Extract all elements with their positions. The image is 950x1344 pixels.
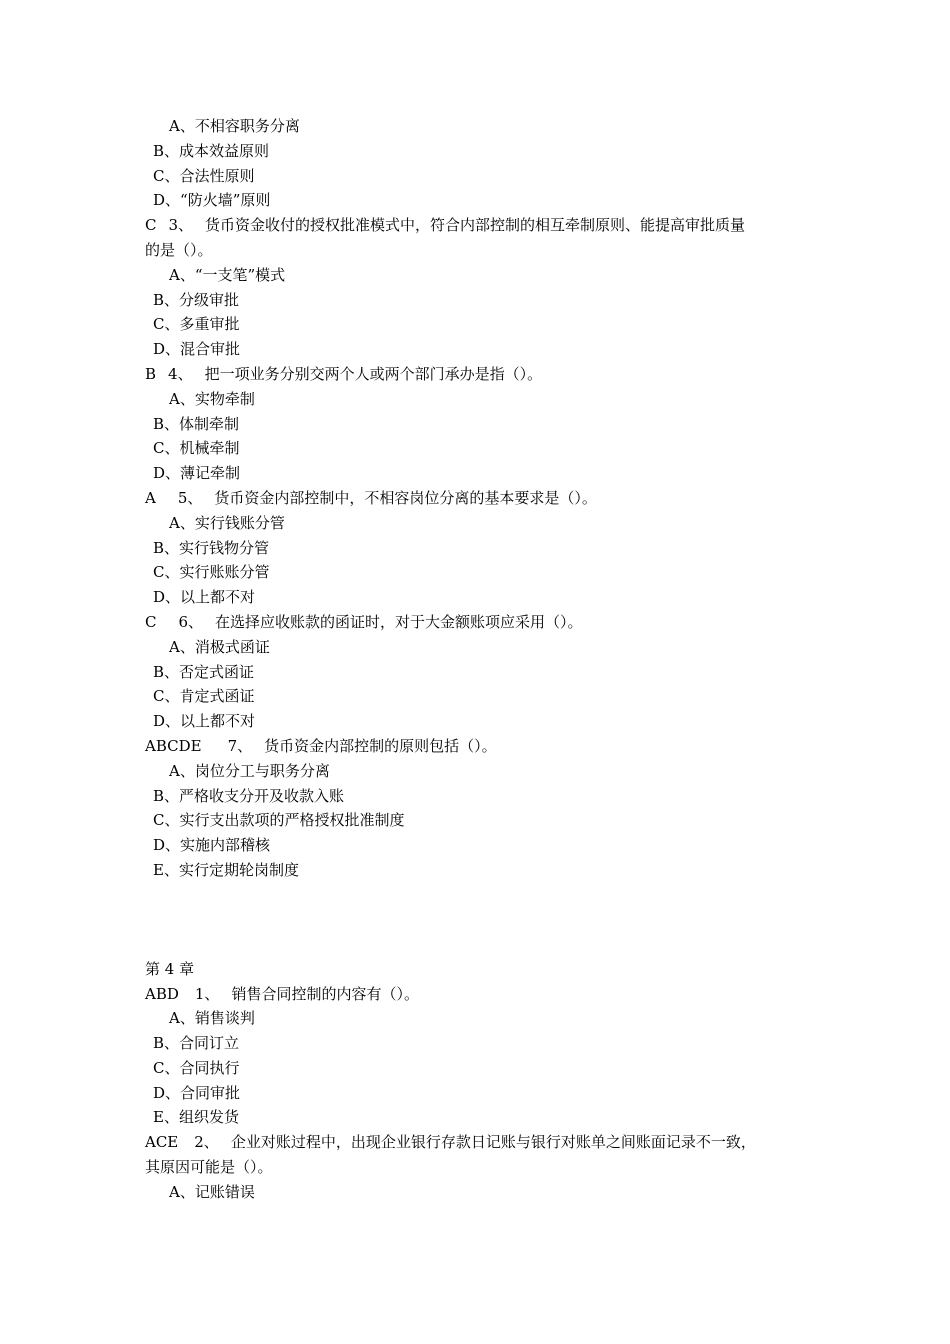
ch4-question-2: [145, 1130, 825, 1155]
question-5-number: 5、: [177, 488, 203, 507]
question-7-number: 7、: [227, 736, 253, 755]
question-4-answer: B: [145, 364, 157, 383]
ch4-question-1-number: 1、: [194, 984, 220, 1003]
q4-option-c: C、机械牵制: [153, 439, 240, 458]
q7-option-a: A、岗位分工与职务分离: [169, 761, 330, 780]
q7-option-d: D、实施内部稽核: [153, 836, 271, 855]
question-6-answer: C: [145, 612, 157, 631]
q7-option-e: E、实行定期轮岗制度: [153, 860, 299, 879]
q6-option-c: C、肯定式函证: [153, 687, 255, 706]
question-7-answer: ABCDE: [145, 736, 202, 755]
ch4-question-1: [145, 982, 825, 1007]
ch4-q1-option-a: A、销售谈判: [169, 1009, 255, 1028]
chapter-4-heading: 第 4 章: [145, 959, 195, 978]
q7-option-c: C、实行支出款项的严格授权批准制度: [153, 811, 405, 830]
question-3: [145, 213, 825, 238]
section-spacer: [145, 883, 825, 957]
question-6: [145, 610, 825, 635]
ch4-q1-option-e: E、组织发货: [153, 1108, 239, 1127]
q3-option-c: C、多重审批: [153, 315, 240, 334]
q3-option-b: B、分级审批: [153, 290, 240, 309]
ch4-question-1-text: 销售合同控制的内容有（）。: [231, 984, 419, 1003]
question-4-number: 4、: [168, 364, 193, 383]
q3-option-d: D、混合审批: [153, 340, 241, 359]
q5-option-d: D、以上都不对: [153, 588, 256, 607]
ch4-question-1-answer: ABD: [145, 984, 179, 1003]
q5-option-a: A、实行钱账分管: [169, 513, 285, 532]
q4-option-d: D、薄记牵制: [153, 464, 241, 483]
question-4: [145, 362, 825, 387]
question-5-text: 货币资金内部控制中，不相容岗位分离的基本要求是（）。: [214, 488, 597, 507]
q2-option-d: D、“防火墙”原则: [153, 191, 271, 210]
ch4-q1-option-b: B、合同订立: [153, 1034, 240, 1053]
q6-option-d: D、以上都不对: [153, 712, 256, 731]
question-3-text: 货币资金收付的授权批准模式中，符合内部控制的相互牵制原则、能提高审批质量: [205, 216, 746, 235]
question-7: [145, 734, 825, 759]
question-5-answer: A: [145, 488, 156, 507]
q5-option-b: B、实行钱物分管: [153, 538, 270, 557]
ch4-q1-option-c: C、合同执行: [153, 1058, 240, 1077]
ch4-question-2-text: 企业对账过程中，出现企业银行存款日记账与银行对账单之间账面记录不一致，: [230, 1133, 756, 1152]
q6-option-a: A、消极式函证: [169, 637, 270, 656]
q6-option-b: B、否定式函证: [153, 662, 255, 681]
question-3-answer: C: [145, 216, 157, 235]
ch4-question-2-number: 2、: [194, 1133, 219, 1152]
ch4-q2-option-a: A、记账错误: [169, 1182, 255, 1201]
question-6-text: 在选择应收账款的函证时，对于大金额账项应采用（）。: [215, 612, 583, 631]
q4-option-a: A、实物牵制: [169, 389, 255, 408]
q3-option-a: A、“一支笔”模式: [169, 265, 286, 284]
ch4-question-2-answer: ACE: [145, 1133, 179, 1152]
question-4-text: 把一项业务分别交两个人或两个部门承办是指（）。: [204, 364, 543, 383]
ch4-question-2-text-cont: 其原因可能是（）。: [145, 1158, 273, 1177]
q7-option-b: B、严格收支分开及收款入账: [153, 786, 345, 805]
q2-option-a: A、不相容职务分离: [169, 117, 300, 135]
question-3-text-cont: 的是（）。: [145, 240, 213, 259]
question-3-number: 3、: [168, 216, 194, 235]
q2-option-b: B、成本效益原则: [153, 141, 270, 160]
q4-option-b: B、体制牵制: [153, 414, 240, 433]
document-page: [145, 114, 825, 1205]
ch4-q1-option-d: D、合同审批: [153, 1083, 241, 1102]
q5-option-c: C、实行账账分管: [153, 563, 270, 582]
q2-option-c: C、合法性原则: [153, 166, 255, 185]
question-7-text: 货币资金内部控制的原则包括（）。: [264, 736, 497, 755]
question-5: [145, 486, 825, 511]
question-6-number: 6、: [178, 612, 204, 631]
